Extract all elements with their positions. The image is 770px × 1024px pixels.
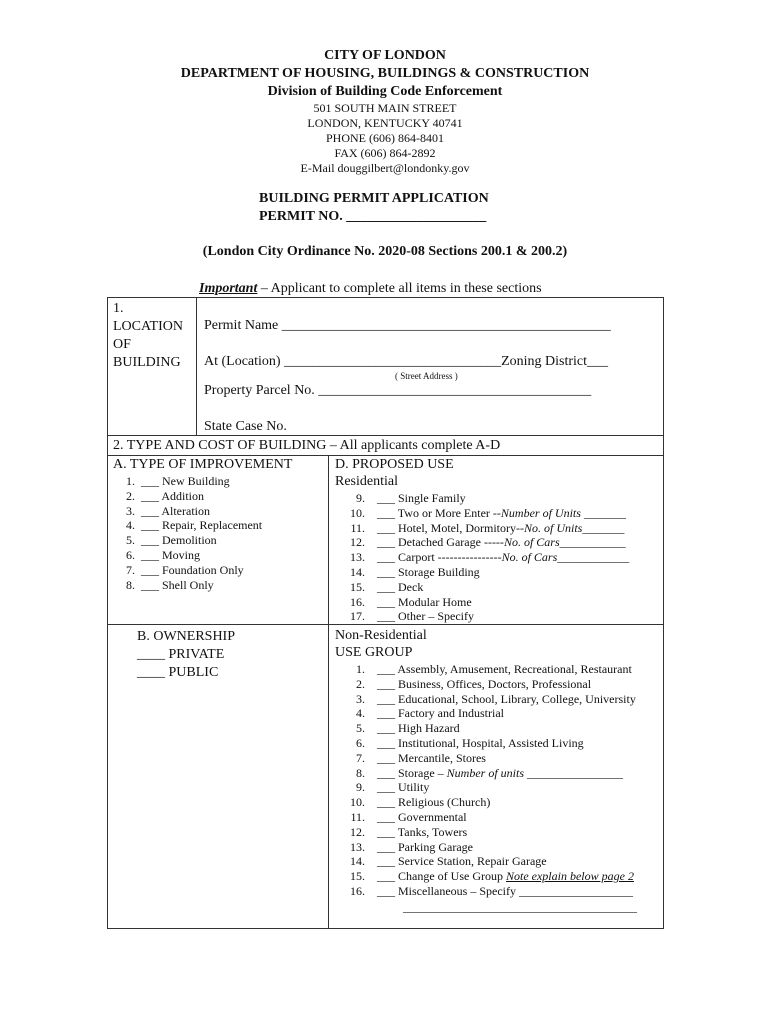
item-label: ___ Demolition	[141, 533, 217, 548]
item-number: 4.	[356, 706, 365, 721]
item-number: 16.	[350, 883, 365, 898]
use-group-item[interactable]	[335, 854, 636, 869]
item-label: ___ Assembly, Amusement, Recreational, Restaurant	[377, 662, 632, 676]
item-number: 3.	[126, 503, 135, 518]
item-label: ___ Other – Specify	[377, 609, 474, 624]
residential-use-item[interactable]	[335, 535, 629, 550]
proposed-use-heading: D. PROPOSED USE	[335, 457, 454, 472]
item-number: 1.	[126, 474, 135, 488]
residential-use-item[interactable]	[335, 580, 629, 595]
use-group-item[interactable]	[335, 840, 636, 855]
residential-use-item[interactable]	[335, 609, 629, 624]
residential-use-item[interactable]	[335, 506, 629, 521]
residential-use-item[interactable]	[335, 491, 629, 506]
item-label: ___ Governmental	[377, 809, 467, 824]
item-label: ___ Change of Use Group	[377, 869, 506, 884]
item-number: 13.	[350, 550, 365, 565]
item-label: ___ New Building	[141, 474, 230, 488]
item-label: ___ Educational, School, Library, College, University	[377, 691, 636, 706]
item-label: ___ Institutional, Hospital, Assisted Living	[377, 735, 584, 750]
item-label: ___ Moving	[141, 547, 201, 562]
item-label: ___ Utility	[377, 780, 430, 795]
item-label: ___ Addition	[141, 488, 205, 503]
item-label: ___ Religious (Church)	[377, 795, 491, 810]
residential-use-item[interactable]	[335, 550, 629, 565]
ownership-public[interactable]: ____ PUBLIC	[137, 665, 219, 680]
use-group-item[interactable]	[335, 736, 636, 751]
item-label: ___ Detached Garage -----	[377, 535, 504, 550]
item-number: 14.	[350, 854, 365, 869]
item-label: ___ Alteration	[141, 503, 210, 518]
item-italic: No. of Units	[523, 520, 583, 535]
state-case-field[interactable]: State Case No.	[204, 419, 287, 434]
item-number: 2.	[356, 676, 365, 691]
item-italic: Number of Units	[500, 505, 581, 520]
item-label: ___ Miscellaneous – Specify ___________________	[377, 883, 633, 898]
use-group-item[interactable]	[335, 766, 636, 781]
permit-name-field[interactable]: Permit Name _______________________________________________	[204, 318, 611, 333]
use-group-item[interactable]	[335, 780, 636, 795]
item-number: 10.	[350, 505, 365, 520]
parcel-number-field[interactable]: Property Parcel No. _______________________________________	[204, 383, 592, 398]
item-label: ___ High Hazard	[377, 721, 460, 736]
item-number: 17.	[350, 609, 365, 624]
use-group-item[interactable]	[335, 721, 636, 736]
use-group-item[interactable]	[335, 662, 636, 677]
item-label: ___ Single Family	[377, 491, 466, 505]
improvement-type-list	[113, 474, 262, 592]
important-notice	[199, 281, 542, 297]
section1-label: 1. LOCATION OF BUILDING	[113, 301, 183, 370]
use-group-item[interactable]	[335, 810, 636, 825]
item-label: ___ Carport ----------------	[377, 550, 502, 565]
item-number: 7.	[126, 562, 135, 577]
item-blank: ____________	[557, 550, 630, 565]
item-number: 11.	[350, 809, 365, 824]
item-italic: No. of Cars	[501, 550, 558, 565]
item-label: ___ Shell Only	[141, 577, 214, 592]
item-number: 3.	[356, 691, 365, 706]
use-group-item[interactable]	[335, 825, 636, 840]
item-label: ___ Factory and Industrial	[377, 706, 504, 721]
item-label: ___ Hotel, Motel, Dormitory--	[377, 520, 524, 535]
department-name: DEPARTMENT OF HOUSING, BUILDINGS & CONSTRUCTION	[180, 66, 590, 81]
improvement-item[interactable]	[113, 489, 262, 504]
permit-number-field[interactable]: PERMIT NO. ____________________	[259, 209, 487, 224]
item-note: Note explain below page 2	[505, 869, 634, 884]
improvement-item[interactable]	[113, 548, 262, 563]
city-state: LONDON, KENTUCKY 40741	[307, 116, 463, 130]
item-label: ___ Storage Building	[377, 564, 480, 579]
location-field[interactable]: At (Location) _______________________________Zoning District___	[204, 354, 609, 369]
residential-use-item[interactable]	[335, 565, 629, 580]
use-group-item[interactable]	[335, 692, 636, 707]
important-text: – Applicant to complete all items in these sections	[257, 281, 542, 296]
city-name: CITY OF LONDON	[324, 48, 446, 63]
improvement-type-heading: A. TYPE OF IMPROVEMENT	[113, 457, 293, 472]
specify-line[interactable]: _______________________________________	[403, 900, 637, 914]
item-number: 5.	[126, 533, 135, 548]
item-italic: Number of units	[446, 765, 524, 780]
use-group-item[interactable]	[335, 795, 636, 810]
residential-use-item[interactable]	[335, 595, 629, 610]
item-number: 6.	[126, 547, 135, 562]
residential-use-item[interactable]	[335, 521, 629, 536]
item-blank: ________________	[524, 765, 623, 780]
residential-use-list	[335, 491, 629, 624]
item-label: ___ Two or More Enter --	[377, 505, 501, 520]
item-number: 15.	[350, 579, 365, 594]
improvement-item[interactable]	[113, 504, 262, 519]
item-number: 15.	[350, 869, 365, 884]
street-address-hint: ( Street Address )	[395, 371, 458, 381]
item-number: 2.	[126, 488, 135, 503]
item-number: 10.	[350, 795, 365, 810]
ordinance-reference: (London City Ordinance No. 2020-08 Sections 200.1 & 200.2)	[202, 244, 568, 259]
residential-heading: Residential	[335, 474, 398, 489]
item-label: ___ Mercantile, Stores	[377, 750, 486, 765]
section2-heading: 2. TYPE AND COST OF BUILDING – All applicants complete A-D	[113, 438, 501, 453]
item-number: 8.	[126, 577, 135, 592]
item-italic: No. of Cars	[503, 535, 560, 550]
improvement-item[interactable]	[113, 474, 262, 489]
improvement-item[interactable]	[113, 533, 262, 548]
important-label: Important	[199, 281, 258, 296]
item-label: ___ Tanks, Towers	[377, 824, 468, 839]
form-title: BUILDING PERMIT APPLICATION	[259, 191, 489, 206]
ownership-heading: B. OWNERSHIP	[137, 629, 236, 644]
item-number: 13.	[350, 839, 365, 854]
item-number: 9.	[356, 491, 365, 505]
email-address: E-Mail douggilbert@londonky.gov	[300, 161, 470, 175]
use-group-item[interactable]	[335, 884, 636, 899]
item-blank: _______	[582, 520, 625, 535]
item-number: 8.	[356, 765, 365, 780]
item-number: 6.	[356, 735, 365, 750]
item-label: ___ Business, Offices, Doctors, Professional	[377, 676, 592, 691]
item-label: ___ Modular Home	[377, 594, 472, 609]
item-number: 12.	[350, 535, 365, 550]
item-number: 5.	[356, 721, 365, 736]
ownership-private[interactable]: ____ PRIVATE	[137, 647, 225, 662]
item-number: 16.	[350, 594, 365, 609]
nonresidential-heading: Non-Residential	[335, 628, 427, 643]
division-name: Division of Building Code Enforcement	[267, 84, 503, 99]
ownership-section	[137, 628, 235, 682]
item-label: ___ Repair, Replacement	[141, 518, 263, 533]
item-number: 4.	[126, 518, 135, 533]
improvement-item[interactable]	[113, 578, 262, 593]
item-number: 9.	[356, 780, 365, 795]
item-number: 1.	[356, 662, 365, 676]
improvement-item[interactable]	[113, 563, 262, 578]
use-group-item[interactable]	[335, 869, 636, 884]
item-blank: ___________	[559, 535, 626, 550]
item-blank: _______	[580, 505, 626, 520]
item-label: ___ Storage –	[377, 765, 447, 780]
item-number: 14.	[350, 564, 365, 579]
item-label: ___ Service Station, Repair Garage	[377, 854, 547, 869]
item-number: 12.	[350, 824, 365, 839]
phone-number: PHONE (606) 864-8401	[326, 131, 444, 145]
use-group-item[interactable]	[335, 677, 636, 692]
item-number: 7.	[356, 750, 365, 765]
street-address: 501 SOUTH MAIN STREET	[313, 101, 457, 115]
use-group-item[interactable]	[335, 706, 636, 721]
use-group-list	[335, 662, 636, 899]
use-group-heading: USE GROUP	[335, 645, 413, 660]
use-group-item[interactable]	[335, 751, 636, 766]
item-number: 11.	[350, 520, 365, 535]
item-label: ___ Deck	[377, 579, 424, 594]
item-label: ___ Parking Garage	[377, 839, 473, 854]
fax-number: FAX (606) 864-2892	[334, 146, 436, 160]
item-label: ___ Foundation Only	[141, 562, 244, 577]
improvement-item[interactable]	[113, 518, 262, 533]
